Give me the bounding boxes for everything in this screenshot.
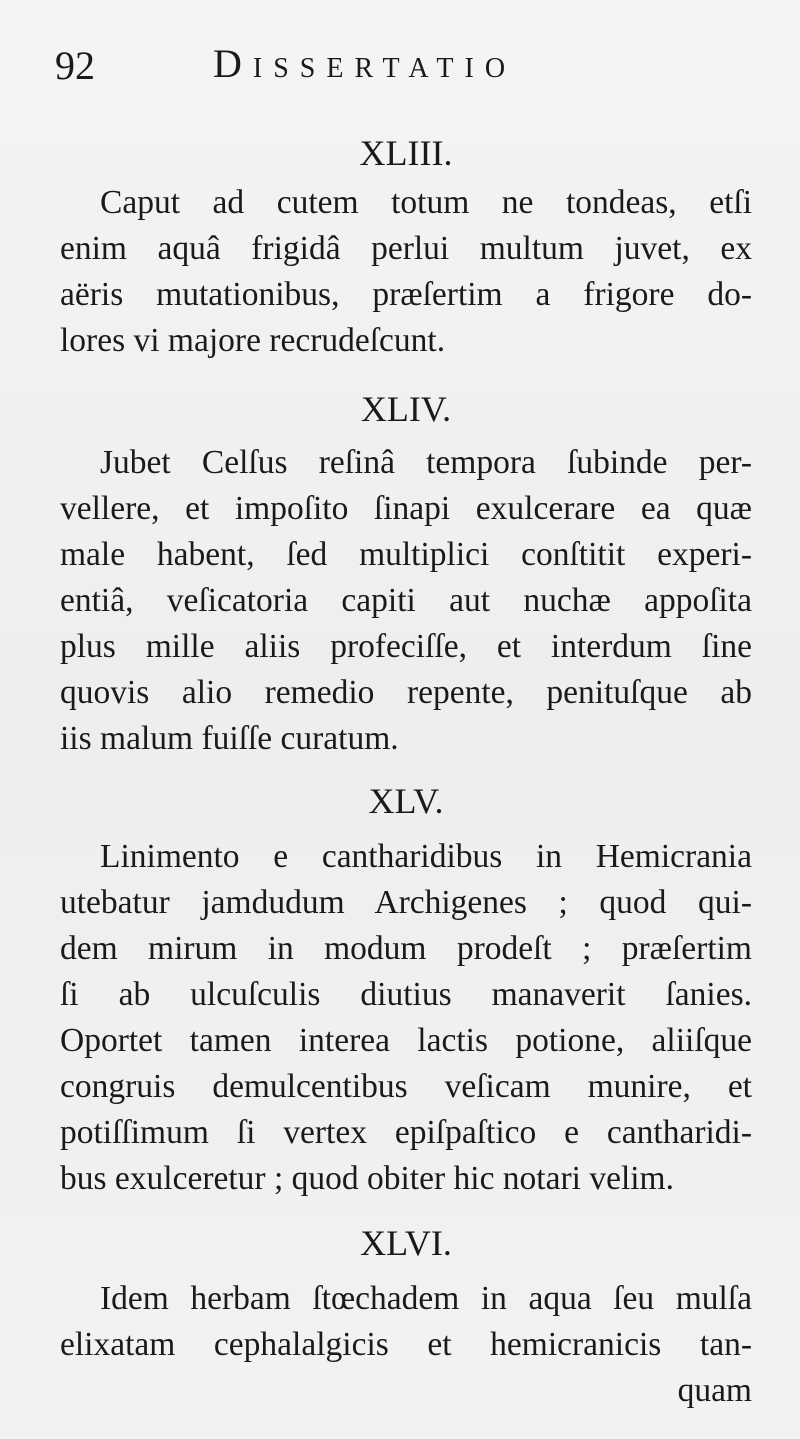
- text-line: Oportet tamen interea lactis potione, aliiſque: [60, 1022, 752, 1059]
- text-line: elixatam cephalalgicis et hemicranicis tan-: [60, 1326, 752, 1363]
- section-heading-xliv: XLIV.: [360, 389, 452, 429]
- section-heading-xliii: XLIII.: [359, 133, 453, 173]
- page-header: [55, 36, 615, 96]
- text-line: ſi ab ulcuſculis diutius manaverit ſanies.: [60, 976, 752, 1013]
- text-line: plus mille aliis profeciſſe, et interdum ſine: [60, 628, 752, 665]
- paragraph-xlv: [60, 834, 752, 1202]
- text-line: enim aquâ frigidâ perlui multum juvet, ex: [60, 230, 752, 267]
- text-line: Jubet Celſus reſinâ tempora ſubinde per-: [100, 444, 752, 481]
- running-title: Dissertatio: [213, 41, 517, 86]
- section-heading-xlvi: XLVI.: [360, 1223, 452, 1263]
- section-heading-xlv: XLV.: [368, 781, 444, 821]
- paragraph-xliv: [60, 440, 752, 762]
- paragraph-xliii: [60, 180, 752, 364]
- text-line: Linimento e cantharidibus in Hemicrania: [100, 838, 752, 875]
- text-line: entiâ, veſicatoria capiti aut nuchæ appoſita: [60, 582, 752, 619]
- text-line: aëris mutationibus, præſertim a frigore do-: [60, 276, 752, 313]
- text-line: Idem herbam ſtœchadem in aqua ſeu mulſa: [100, 1280, 752, 1317]
- text-line: quovis alio remedio repente, penituſque ab: [60, 674, 752, 711]
- text-line: utebatur jamdudum Archigenes ; quod qui-: [60, 884, 752, 921]
- text-line: vellere, et impoſito ſinapi exulcerare ea quæ: [60, 490, 752, 527]
- page-number: 92: [55, 43, 95, 88]
- paragraph-xlvi: [60, 1276, 752, 1414]
- catchword: quam: [677, 1372, 752, 1409]
- text-line: Caput ad cutem totum ne tondeas, etſi: [100, 184, 752, 221]
- text-line: iis malum fuiſſe curatum.: [60, 720, 399, 757]
- text-line: lores vi majore recrudeſcunt.: [60, 322, 446, 359]
- text-line: bus exulceretur ; quod obiter hic notari velim.: [60, 1160, 674, 1197]
- text-line: dem mirum in modum prodeſt ; præſertim: [60, 930, 752, 967]
- text-line: male habent, ſed multiplici conſtitit experi-: [60, 536, 752, 573]
- text-line: potiſſimum ſi vertex epiſpaſtico e cantharidi-: [60, 1114, 752, 1151]
- text-line: congruis demulcentibus veſicam munire, et: [60, 1068, 752, 1105]
